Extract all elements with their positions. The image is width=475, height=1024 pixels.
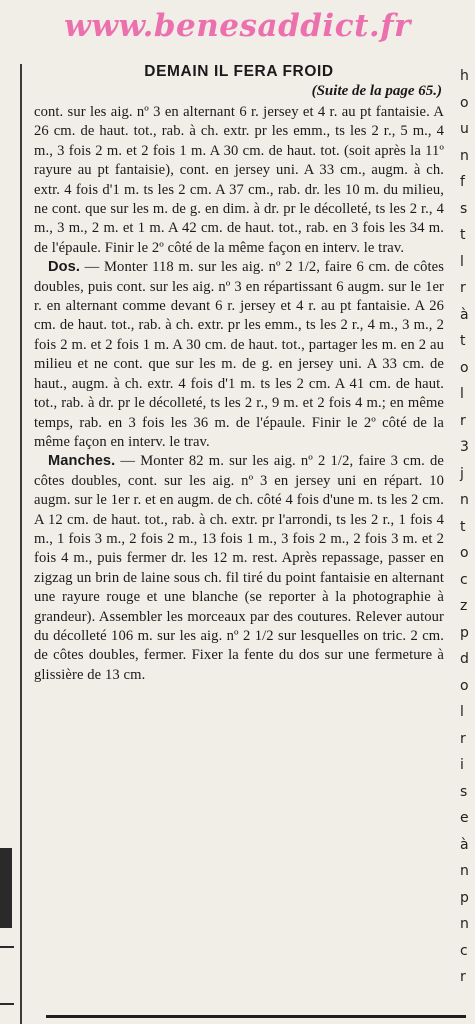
left-margin-block	[0, 848, 12, 928]
margin-fragment-letter: e	[460, 810, 469, 826]
margin-fragment-letter: n	[460, 863, 469, 879]
adjacent-column-fragment	[458, 60, 475, 1024]
watermark: www.benesaddict.fr	[64, 8, 411, 44]
margin-fragment-letter: s	[460, 200, 468, 217]
margin-fragment-letter: r	[460, 280, 466, 296]
margin-fragment-letter: r	[460, 730, 466, 747]
left-margin-tick	[0, 946, 14, 948]
margin-fragment-letter: p	[460, 889, 469, 906]
margin-fragment-letter: u	[460, 121, 469, 137]
margin-fragment-letter: t	[460, 518, 466, 535]
paragraph-front: cont. sur les aig. nº 3 en alternant 6 r. jersey et 4 r. au pt fantaisie. A 26 cm. de haut. tot., rab. à ch. extr. pr les emm., ts les 2 r., 5 m., 4 m., 3 fois 2 m. et 2 fois 1 m. A 30 cm. de haut. tot. (soit après la 11º rayure au pt fantaisie), cont. en jersey uni. A 33 cm., augm. à ch. extr. 4 fois d'1 m. ts les 2 cm. A 37 cm., rab. dr. les 10 m. du milieu, ne cont. que sur les m. de g. en dim. à dr. pr le décolleté, ts les 2 r., 4 m., 3 m., 2 m. et 1 m. A 42 cm. de haut. tot., rab. en 3 fois les 34 m. de l'épaule. Finir le 2º côté de la même façon en interv. le trav.	[34, 104, 444, 256]
paragraph-sleeves-text: — Monter 82 m. sur les aig. nº 2 1/2, faire 3 cm. de côtes doubles, cont. sur les aig. nº 3 en jersey uni en répart. 10 augm. sur le 1er r. et en augm. de ch. côté 4 fois d'une m. ts les 2 cm. A 12 cm. de haut. tot., rab. à ch. extr. pr l'arrondi, ts les 2 r., 1 fois 4 m., 1 fois 3 m., 2 fois 2 m., 13 fois 1 m., 3 fois 2 m., 2 fois 3 m. et 2 fois 4 m., puis fermer dr. les 12 m. rest. Après repassage, passer en zigzag un brin de laine sous ch. fil tiré du point fantaisie en alternant une rayure rouge et une blanche (se reporter à la photographie à grandeur). Assembler les morceaux par des coutures. Relever autour du décolleté 106 m. sur les aig. nº 2 1/2 sur lesquelles on tric. 2 cm. de côtes doubles, fermer. Fixer la fente du dos sur une fermeture à glissière de 13 cm.	[34, 453, 444, 683]
margin-fragment-letter: l	[460, 704, 464, 720]
margin-fragment-letter: o	[460, 359, 469, 376]
left-margin-tick	[0, 1003, 14, 1005]
paragraph-back-text: — Monter 118 m. sur les aig. nº 2 1/2, faire 6 cm. de côtes doubles, puis cont. sur les aig. nº 3 en répartissant 6 augm. sur le 1er r. en alternant comme devant 6 r. jersey et 4 r. au pt fantaisie. A 26 cm. de haut. tot., rab. à ch. extr. pr les emm., ts les 2 r., 4 m., 3 m., 2 fois 2 m. et 2 fois 1 m. A 30 cm. de haut. tot., partager les m. en 2 au milieu et ne cont. que sur les m. de g. en jersey uni. A 33 cm. de haut., augm. à ch. extr. 4 fois d'1 m. ts les 2 cm. A 41 cm. de haut. tot., rab. à dr. pr le décolleté, ts les 2 r., 9 m. et 2 fois 4 m.; en même temps, rab. en 3 fois les 36 m. de l'épaule. Finir le 2º côté de la même façon en interv. le trav.	[34, 259, 444, 450]
margin-fragment-letter: n	[460, 492, 469, 508]
margin-fragment-letter: à	[460, 306, 469, 323]
article	[34, 62, 444, 685]
margin-fragment-letter: o	[460, 94, 469, 111]
margin-fragment-letter: n	[460, 916, 469, 932]
section-lead-manches: Manches.	[48, 453, 116, 470]
margin-fragment-letter: r	[460, 412, 466, 429]
margin-fragment-letter: p	[460, 624, 469, 641]
margin-fragment-letter: o	[460, 545, 469, 561]
margin-fragment-letter: j	[460, 465, 464, 482]
section-lead-dos: Dos.	[48, 259, 81, 276]
margin-fragment-letter: l	[460, 253, 464, 270]
article-headline: DEMAIN IL FERA FROID	[144, 63, 334, 80]
margin-fragment-letter: d	[460, 651, 469, 667]
paragraph-sleeves	[34, 452, 444, 685]
paragraph-back	[34, 258, 444, 452]
margin-fragment-letter: f	[460, 174, 465, 190]
margin-fragment-letter: n	[460, 147, 469, 164]
left-column-rule	[20, 64, 22, 1024]
margin-fragment-letter: r	[460, 969, 466, 985]
margin-fragment-letter: c	[460, 942, 468, 959]
margin-fragment-letter: c	[460, 571, 468, 588]
margin-fragment-letter: t	[460, 227, 466, 243]
margin-fragment-letter: l	[460, 386, 464, 402]
bottom-rule	[46, 1015, 466, 1018]
margin-fragment-letter: à	[460, 836, 469, 853]
margin-fragment-letter: s	[460, 783, 468, 800]
margin-fragment-letter: t	[460, 333, 466, 349]
margin-fragment-letter: h	[460, 68, 469, 84]
continued-note: (Suite de la page 65.)	[311, 83, 442, 99]
margin-fragment-letter: o	[460, 677, 469, 694]
margin-fragment-letter: z	[460, 598, 468, 614]
margin-fragment-letter: i	[460, 757, 464, 773]
margin-fragment-letter: 3	[460, 439, 469, 455]
